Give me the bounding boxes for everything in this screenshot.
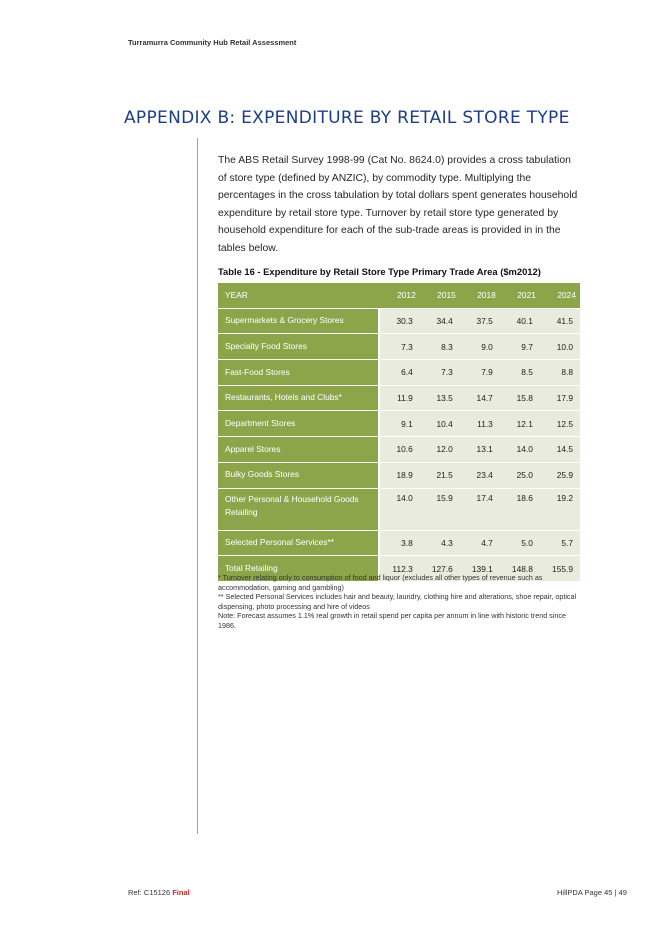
table-cell: 18.6 [500,488,540,530]
table-cell: 7.9 [460,360,500,386]
table-row [218,488,580,530]
final-label: Final [172,888,190,897]
table-cell: 12.1 [500,411,540,437]
table-cell: 10.6 [379,437,420,463]
table-cell: 112.3 [379,556,420,582]
table-cell: 8.5 [500,360,540,386]
table-cell: 6.4 [379,360,420,386]
table-cell: 148.8 [500,556,540,582]
table-cell: 127.6 [420,556,460,582]
row-label: Supermarkets & Grocery Stores [218,308,379,334]
table-cell: 10.0 [540,334,580,360]
footer-reference [128,888,190,897]
table-cell: 23.4 [460,462,500,488]
table-cell: 17.4 [460,488,500,530]
table-cell: 19.2 [540,488,580,530]
table-cell: 15.8 [500,385,540,411]
intro-paragraph: The ABS Retail Survey 1998-99 (Cat No. 8624.0) provides a cross tabulation of store type (defined by ANZIC), by commodity type. Multiplying the percentages in the cross tabulation by total dollars spent generates household expenditure by retail store type. Turnover by retail store type generated by household expenditure for each of the sub-trade areas is provided in in the tables below. [218,155,578,254]
table-cell: 9.0 [460,334,500,360]
table-cell: 13.1 [460,437,500,463]
table-cell: 13.5 [420,385,460,411]
footnote: ** Selected Personal Services includes hair and beauty, laundry, clothing hire and alterations, shoe repair, optical dispensing, photo processing and hire of videos [218,592,577,611]
table-cell: 34.4 [420,308,460,334]
column-header: 2024 [540,283,580,308]
table-cell: 30.3 [379,308,420,334]
table-caption: Table 16 - Expenditure by Retail Store Type Primary Trade Area ($m2012) [218,266,541,277]
table-cell: 11.9 [379,385,420,411]
table-cell: 14.7 [460,385,500,411]
table-cell: 7.3 [379,334,420,360]
table-cell: 139.1 [460,556,500,582]
table-cell: 37.5 [460,308,500,334]
table-cell: 9.1 [379,411,420,437]
table-row [218,308,580,334]
footnote: * Turnover relating only to consumption of food and liquor (excludes all other types of revenue such as accommodation, gaming and gambling) [218,573,543,592]
document-header: Turramurra Community Hub Retail Assessment [128,38,297,47]
row-label: Other Personal & Household Goods Retailing [218,488,379,530]
table-cell: 21.5 [420,462,460,488]
row-label: Department Stores [218,411,379,437]
row-label: Bulky Goods Stores [218,462,379,488]
table-row [218,437,580,463]
table-cell: 14.0 [500,437,540,463]
table-row [218,462,580,488]
row-label: Total Retailing [218,556,379,582]
column-header: 2018 [460,283,500,308]
table-notes [218,573,578,631]
table-cell: 8.3 [420,334,460,360]
column-header: 2012 [379,283,420,308]
row-label: Specialty Food Stores [218,334,379,360]
expenditure-table [218,283,580,582]
table-cell: 12.0 [420,437,460,463]
table-cell: 15.9 [420,488,460,530]
table-cell: 14.0 [379,488,420,530]
table-cell: 17.9 [540,385,580,411]
column-header: 2015 [420,283,460,308]
reference-number: Ref: C15126 [128,888,171,897]
table-cell: 5.0 [500,530,540,556]
table-cell: 10.4 [420,411,460,437]
table-cell: 8.8 [540,360,580,386]
margin-rule [197,138,198,834]
row-label: Restaurants, Hotels and Clubs* [218,385,379,411]
table-cell: 18.9 [379,462,420,488]
table-cell: 25.9 [540,462,580,488]
table-cell: 5.7 [540,530,580,556]
table-cell: 11.3 [460,411,500,437]
table-row [218,411,580,437]
row-label: Fast-Food Stores [218,360,379,386]
table-cell: 4.7 [460,530,500,556]
table-cell: 9.7 [500,334,540,360]
page-title: APPENDIX B: EXPENDITURE BY RETAIL STORE TYPE [124,108,570,128]
row-label: Apparel Stores [218,437,379,463]
page-number: HillPDA Page 45 | 49 [557,888,627,897]
table-header-row [218,283,580,308]
table-cell: 4.3 [420,530,460,556]
column-header: YEAR [218,283,379,308]
table-row [218,334,580,360]
table-row [218,530,580,556]
footnote: Note: Forecast assumes 1.1% real growth in retail spend per capita per annum in line with historic trend since 1986. [218,611,566,630]
table-row [218,360,580,386]
column-header: 2021 [500,283,540,308]
row-label: Selected Personal Services** [218,530,379,556]
table-cell: 12.5 [540,411,580,437]
table-cell: 7.3 [420,360,460,386]
table-cell: 155.9 [540,556,580,582]
table-cell: 41.5 [540,308,580,334]
table-cell: 40.1 [500,308,540,334]
table-cell: 14.5 [540,437,580,463]
table-row [218,385,580,411]
table-cell: 25.0 [500,462,540,488]
table-cell: 3.8 [379,530,420,556]
